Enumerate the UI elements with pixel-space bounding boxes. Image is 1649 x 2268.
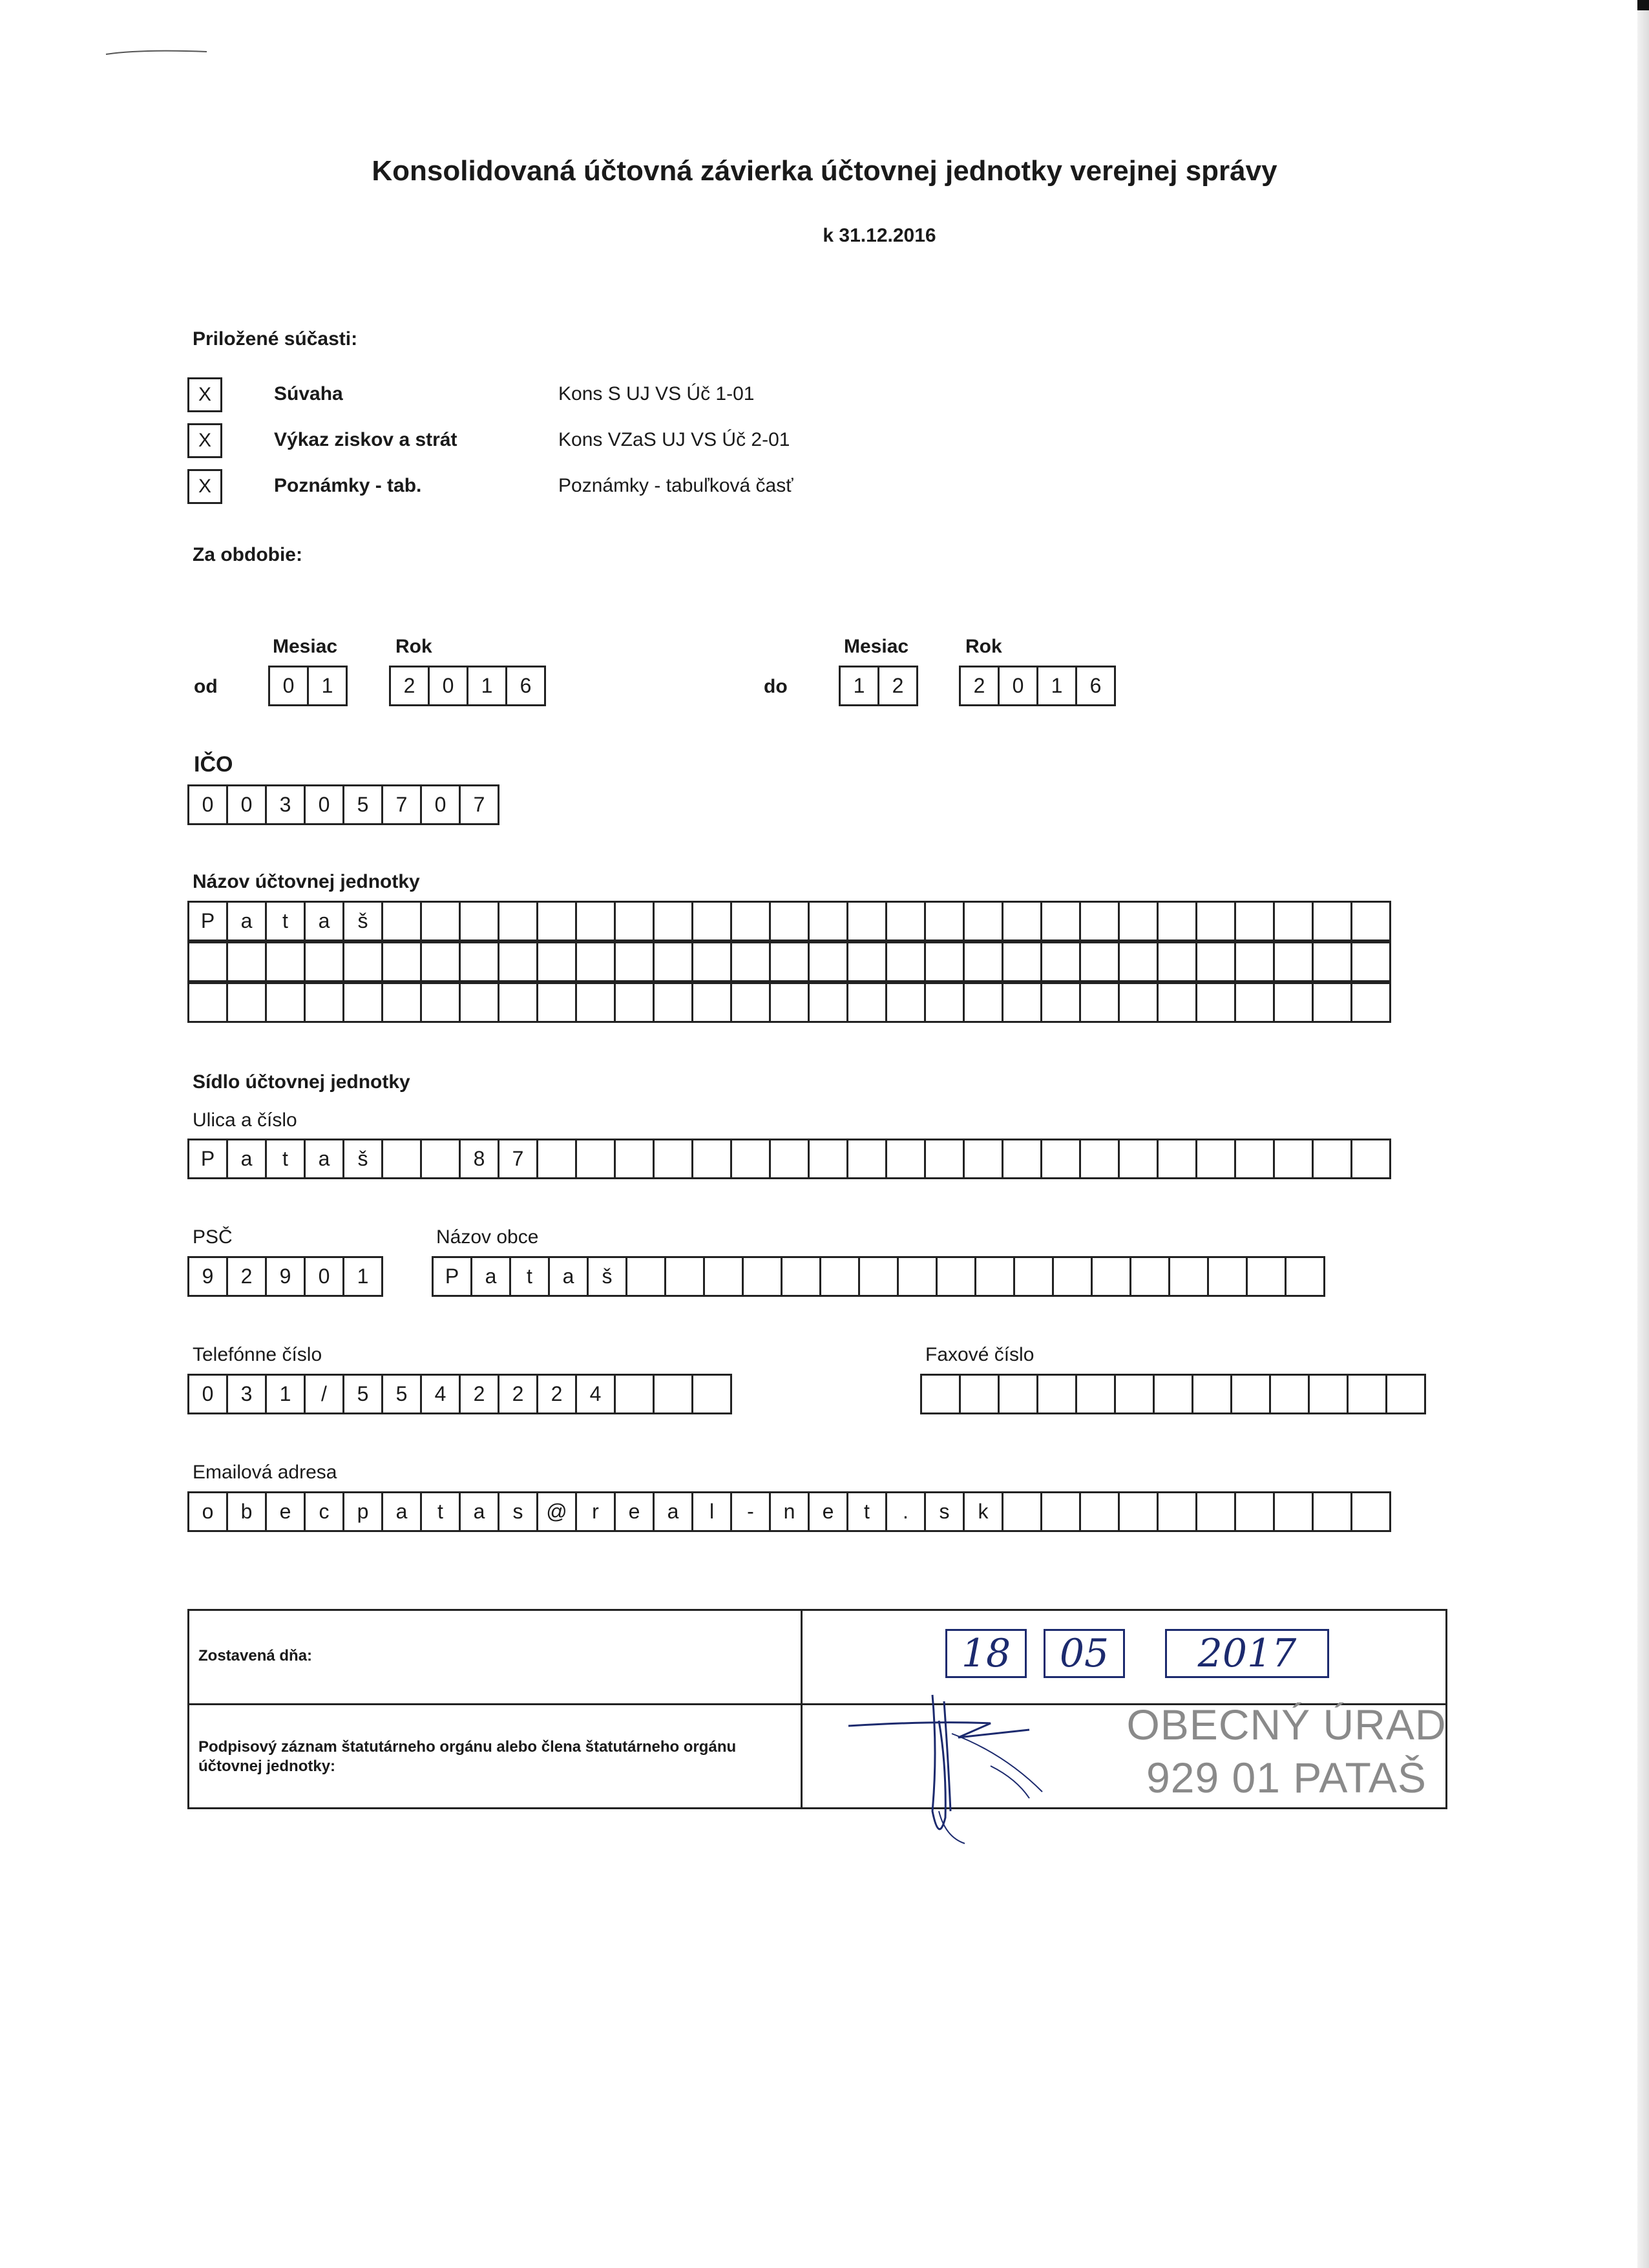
document-title: Konsolidovaná účtovná závierka účtovnej jednotky verejnej správy xyxy=(372,155,1277,187)
char-cell xyxy=(1273,901,1314,941)
char-cell: 8 xyxy=(459,1139,499,1179)
char-cell: 4 xyxy=(420,1374,461,1414)
char-cell: 2 xyxy=(498,1374,538,1414)
char-cell xyxy=(1385,1374,1426,1414)
attachment-checkbox-suvaha[interactable]: X xyxy=(187,377,222,412)
ico-label: IČO xyxy=(194,752,233,777)
street-label: Ulica a číslo xyxy=(193,1109,297,1131)
char-cell xyxy=(924,982,965,1023)
char-cell xyxy=(808,901,848,941)
char-cell xyxy=(575,941,616,982)
char-cell xyxy=(808,941,848,982)
char-cell xyxy=(936,1256,976,1297)
char-cell xyxy=(342,982,383,1023)
char-cell xyxy=(1040,901,1081,941)
document-date: k 31.12.2016 xyxy=(823,225,936,246)
char-cell xyxy=(536,982,577,1023)
attachment-name: Súvaha xyxy=(274,383,343,404)
char-cell: 2 xyxy=(536,1374,577,1414)
char-cell: š xyxy=(587,1256,627,1297)
compiled-date-label: Zostavená dňa: xyxy=(198,1647,313,1664)
char-cell xyxy=(498,941,538,982)
char-cell xyxy=(730,1139,771,1179)
char-cell: l xyxy=(691,1491,732,1532)
char-cell xyxy=(1308,1374,1349,1414)
char-cell xyxy=(963,1139,1003,1179)
char-cell xyxy=(974,1256,1015,1297)
char-cell xyxy=(1192,1374,1232,1414)
char-cell: @ xyxy=(536,1491,577,1532)
char-cell: . xyxy=(885,1491,926,1532)
char-cell xyxy=(1195,1139,1236,1179)
char-cell xyxy=(691,901,732,941)
digit-cell: 1 xyxy=(1036,666,1077,706)
char-cell: - xyxy=(730,1491,771,1532)
char-cell: t xyxy=(509,1256,550,1297)
to-year-label: Rok xyxy=(965,636,1002,657)
char-cell: a xyxy=(381,1491,422,1532)
date-year: 2017 xyxy=(1197,1631,1297,1676)
char-cell xyxy=(730,941,771,982)
char-cell xyxy=(1013,1256,1054,1297)
char-cell xyxy=(1285,1256,1325,1297)
char-cell xyxy=(1052,1256,1093,1297)
char-cell: P xyxy=(187,901,228,941)
char-cell xyxy=(653,941,693,982)
char-cell xyxy=(781,1256,821,1297)
char-cell xyxy=(1273,1491,1314,1532)
char-cell xyxy=(1269,1374,1310,1414)
char-cell xyxy=(614,1374,655,1414)
handwritten-signature xyxy=(835,1650,1107,1863)
char-cell xyxy=(846,901,887,941)
char-cell xyxy=(1118,982,1159,1023)
char-cell: 9 xyxy=(187,1256,228,1297)
char-cell xyxy=(614,1139,655,1179)
town-label: Názov obce xyxy=(436,1226,539,1248)
char-cell xyxy=(1118,1139,1159,1179)
digit-cell: 1 xyxy=(839,666,879,706)
char-cell xyxy=(1157,1491,1197,1532)
char-cell: / xyxy=(304,1374,344,1414)
char-cell xyxy=(1079,982,1120,1023)
digit-cell: 0 xyxy=(428,666,468,706)
char-cell: 3 xyxy=(226,1374,267,1414)
char-cell xyxy=(1195,982,1236,1023)
char-cell xyxy=(381,982,422,1023)
char-cell xyxy=(575,1139,616,1179)
char-cell xyxy=(691,941,732,982)
char-cell: e xyxy=(265,1491,306,1532)
digit-cell: 0 xyxy=(304,784,344,825)
digit-cell: 7 xyxy=(381,784,422,825)
attachment-name: Poznámky - tab. xyxy=(274,475,422,496)
char-cell xyxy=(653,1374,693,1414)
char-cell xyxy=(614,901,655,941)
date-month: 05 xyxy=(1059,1631,1109,1676)
char-cell xyxy=(1312,901,1352,941)
attachment-code: Kons VZaS UJ VS Úč 2-01 xyxy=(558,429,790,450)
char-cell xyxy=(691,1374,732,1414)
char-cell xyxy=(769,901,810,941)
char-cell xyxy=(653,1139,693,1179)
digit-cell: 0 xyxy=(226,784,267,825)
char-cell xyxy=(1079,941,1120,982)
char-cell xyxy=(1312,1139,1352,1179)
char-cell: n xyxy=(769,1491,810,1532)
char-cell xyxy=(1234,1139,1275,1179)
phone-field[interactable] xyxy=(187,1374,732,1414)
entity-name-row-1[interactable] xyxy=(187,901,1391,941)
seat-heading: Sídlo účtovnej jednotky xyxy=(193,1071,410,1093)
char-cell xyxy=(885,941,926,982)
char-cell: 7 xyxy=(498,1139,538,1179)
char-cell xyxy=(1040,941,1081,982)
digit-cell: 2 xyxy=(959,666,1000,706)
char-cell xyxy=(459,901,499,941)
char-cell xyxy=(1118,1491,1159,1532)
attachment-code: Kons S UJ VS Úč 1-01 xyxy=(558,383,755,404)
to-year-field[interactable] xyxy=(959,666,1116,706)
char-cell: a xyxy=(470,1256,511,1297)
street-field[interactable] xyxy=(187,1139,1391,1179)
digit-cell: 6 xyxy=(1075,666,1116,706)
char-cell xyxy=(691,1139,732,1179)
char-cell xyxy=(1040,982,1081,1023)
char-cell xyxy=(858,1256,899,1297)
page-corner-mark xyxy=(1637,0,1649,10)
char-cell xyxy=(1157,901,1197,941)
char-cell xyxy=(1040,1139,1081,1179)
char-cell xyxy=(304,941,344,982)
char-cell: a xyxy=(548,1256,589,1297)
char-cell xyxy=(226,941,267,982)
char-cell: P xyxy=(432,1256,472,1297)
char-cell xyxy=(1079,1491,1120,1532)
char-cell xyxy=(963,982,1003,1023)
char-cell xyxy=(1157,982,1197,1023)
char-cell xyxy=(1195,901,1236,941)
char-cell: 0 xyxy=(304,1256,344,1297)
char-cell xyxy=(653,982,693,1023)
digit-cell: 0 xyxy=(998,666,1038,706)
date-day: 18 xyxy=(961,1631,1011,1676)
char-cell xyxy=(1002,941,1042,982)
char-cell: r xyxy=(575,1491,616,1532)
char-cell xyxy=(769,982,810,1023)
page-edge xyxy=(1637,0,1649,2268)
email-field[interactable] xyxy=(187,1491,1391,1532)
char-cell: k xyxy=(963,1491,1003,1532)
char-cell xyxy=(614,982,655,1023)
char-cell xyxy=(1312,982,1352,1023)
char-cell: 5 xyxy=(381,1374,422,1414)
char-cell xyxy=(1273,982,1314,1023)
ico-field[interactable] xyxy=(187,784,499,825)
char-cell xyxy=(819,1256,860,1297)
char-cell xyxy=(1246,1256,1287,1297)
char-cell: o xyxy=(187,1491,228,1532)
attachment-code: Poznámky - tabuľková časť xyxy=(558,475,793,496)
char-cell: 4 xyxy=(575,1374,616,1414)
char-cell xyxy=(265,982,306,1023)
char-cell xyxy=(536,941,577,982)
char-cell xyxy=(885,982,926,1023)
stamp-line-2: 929 01 PATAŠ xyxy=(1146,1754,1427,1801)
char-cell xyxy=(1195,941,1236,982)
char-cell xyxy=(846,982,887,1023)
char-cell: s xyxy=(498,1491,538,1532)
char-cell xyxy=(1234,1491,1275,1532)
char-cell xyxy=(1350,941,1391,982)
phone-label: Telefónne číslo xyxy=(193,1344,322,1365)
char-cell xyxy=(381,901,422,941)
char-cell: t xyxy=(265,901,306,941)
char-cell: e xyxy=(808,1491,848,1532)
char-cell xyxy=(1091,1256,1131,1297)
char-cell xyxy=(653,901,693,941)
digit-cell: 3 xyxy=(265,784,306,825)
char-cell xyxy=(498,901,538,941)
char-cell xyxy=(420,1139,461,1179)
digit-cell: 5 xyxy=(342,784,383,825)
char-cell: t xyxy=(846,1491,887,1532)
attachment-checkbox-poznamky[interactable]: X xyxy=(187,469,222,504)
char-cell xyxy=(536,1139,577,1179)
char-cell xyxy=(742,1256,782,1297)
char-cell xyxy=(924,941,965,982)
char-cell xyxy=(1234,982,1275,1023)
char-cell: a xyxy=(459,1491,499,1532)
date-year-box[interactable] xyxy=(1165,1629,1329,1678)
char-cell xyxy=(536,901,577,941)
digit-cell: 1 xyxy=(307,666,348,706)
char-cell: a xyxy=(226,1139,267,1179)
digit-cell: 7 xyxy=(459,784,499,825)
char-cell xyxy=(381,1139,422,1179)
char-cell: š xyxy=(342,901,383,941)
char-cell xyxy=(420,901,461,941)
char-cell xyxy=(1230,1374,1271,1414)
pencil-mark xyxy=(103,45,213,58)
char-cell xyxy=(664,1256,705,1297)
char-cell xyxy=(1079,901,1120,941)
char-cell xyxy=(1075,1374,1116,1414)
digit-cell: 2 xyxy=(389,666,430,706)
char-cell xyxy=(730,982,771,1023)
table-divider xyxy=(801,1611,803,1807)
char-cell xyxy=(1002,1139,1042,1179)
char-cell: e xyxy=(614,1491,655,1532)
char-cell xyxy=(420,982,461,1023)
char-cell xyxy=(1273,1139,1314,1179)
entity-name-row-2[interactable] xyxy=(187,941,1391,982)
digit-cell: 0 xyxy=(268,666,309,706)
char-cell xyxy=(808,982,848,1023)
from-label: od xyxy=(194,676,218,697)
char-cell xyxy=(1350,982,1391,1023)
char-cell xyxy=(1347,1374,1387,1414)
char-cell xyxy=(1234,941,1275,982)
char-cell xyxy=(885,901,926,941)
char-cell xyxy=(846,1139,887,1179)
from-month-label: Mesiac xyxy=(273,636,338,657)
char-cell: s xyxy=(924,1491,965,1532)
attachment-name: Výkaz ziskov a strát xyxy=(274,429,457,450)
char-cell xyxy=(1157,941,1197,982)
entity-name-row-3[interactable] xyxy=(187,982,1391,1023)
char-cell xyxy=(885,1139,926,1179)
char-cell xyxy=(1036,1374,1077,1414)
char-cell xyxy=(1114,1374,1155,1414)
digit-cell: 0 xyxy=(187,784,228,825)
char-cell xyxy=(1157,1139,1197,1179)
char-cell: 5 xyxy=(342,1374,383,1414)
char-cell: 0 xyxy=(187,1374,228,1414)
char-cell xyxy=(1002,1491,1042,1532)
char-cell xyxy=(769,941,810,982)
char-cell xyxy=(1002,982,1042,1023)
char-cell xyxy=(1273,941,1314,982)
char-cell xyxy=(1207,1256,1248,1297)
char-cell xyxy=(1153,1374,1193,1414)
char-cell xyxy=(1312,1491,1352,1532)
char-cell xyxy=(1168,1256,1209,1297)
digit-cell: 2 xyxy=(877,666,918,706)
attachments-heading: Priložené súčasti: xyxy=(193,328,358,350)
char-cell: P xyxy=(187,1139,228,1179)
char-cell: p xyxy=(342,1491,383,1532)
char-cell xyxy=(625,1256,666,1297)
char-cell xyxy=(963,901,1003,941)
char-cell xyxy=(342,941,383,982)
char-cell xyxy=(1118,941,1159,982)
email-label: Emailová adresa xyxy=(193,1462,337,1483)
char-cell xyxy=(703,1256,744,1297)
to-month-field[interactable] xyxy=(839,666,918,706)
signature-label: Podpisový záznam štatutárneho orgánu alebo člena štatutárneho orgánu účtovnej jednotky: xyxy=(198,1738,737,1775)
char-cell xyxy=(924,1139,965,1179)
char-cell xyxy=(459,982,499,1023)
char-cell xyxy=(381,941,422,982)
char-cell xyxy=(998,1374,1038,1414)
psc-field[interactable] xyxy=(187,1256,383,1297)
char-cell xyxy=(265,941,306,982)
char-cell: 9 xyxy=(265,1256,306,1297)
char-cell: t xyxy=(420,1491,461,1532)
char-cell: a xyxy=(304,901,344,941)
char-cell: a xyxy=(653,1491,693,1532)
char-cell xyxy=(187,941,228,982)
char-cell: c xyxy=(304,1491,344,1532)
signature-table xyxy=(187,1609,1447,1809)
period-heading: Za obdobie: xyxy=(193,544,302,565)
char-cell xyxy=(1195,1491,1236,1532)
to-label: do xyxy=(764,676,788,697)
char-cell: 2 xyxy=(459,1374,499,1414)
char-cell xyxy=(1350,1139,1391,1179)
char-cell xyxy=(575,982,616,1023)
char-cell: 2 xyxy=(226,1256,267,1297)
char-cell xyxy=(614,941,655,982)
char-cell xyxy=(498,982,538,1023)
char-cell: t xyxy=(265,1139,306,1179)
char-cell xyxy=(897,1256,938,1297)
char-cell xyxy=(1312,941,1352,982)
char-cell xyxy=(1234,901,1275,941)
char-cell xyxy=(575,901,616,941)
char-cell xyxy=(1118,901,1159,941)
char-cell xyxy=(1040,1491,1081,1532)
char-cell: b xyxy=(226,1491,267,1532)
char-cell xyxy=(846,941,887,982)
char-cell xyxy=(924,901,965,941)
char-cell: 1 xyxy=(342,1256,383,1297)
char-cell: 1 xyxy=(265,1374,306,1414)
char-cell xyxy=(1350,901,1391,941)
char-cell xyxy=(459,941,499,982)
char-cell: a xyxy=(226,901,267,941)
char-cell xyxy=(1350,1491,1391,1532)
from-year-label: Rok xyxy=(395,636,432,657)
char-cell xyxy=(808,1139,848,1179)
town-field[interactable] xyxy=(432,1256,1325,1297)
char-cell xyxy=(420,941,461,982)
char-cell: a xyxy=(304,1139,344,1179)
digit-cell: 6 xyxy=(505,666,546,706)
char-cell xyxy=(769,1139,810,1179)
from-month-field[interactable] xyxy=(268,666,348,706)
char-cell xyxy=(1002,901,1042,941)
digit-cell: 1 xyxy=(467,666,507,706)
psc-label: PSČ xyxy=(193,1226,233,1248)
char-cell xyxy=(963,941,1003,982)
attachment-checkbox-vykaz[interactable]: X xyxy=(187,423,222,458)
char-cell xyxy=(187,982,228,1023)
char-cell xyxy=(959,1374,1000,1414)
char-cell xyxy=(1079,1139,1120,1179)
char-cell xyxy=(226,982,267,1023)
char-cell: š xyxy=(342,1139,383,1179)
char-cell xyxy=(304,982,344,1023)
from-year-field[interactable] xyxy=(389,666,546,706)
to-month-label: Mesiac xyxy=(844,636,909,657)
char-cell xyxy=(691,982,732,1023)
fax-label: Faxové číslo xyxy=(925,1344,1035,1365)
digit-cell: 0 xyxy=(420,784,461,825)
entity-name-label: Názov účtovnej jednotky xyxy=(193,871,420,892)
char-cell xyxy=(920,1374,961,1414)
fax-field[interactable] xyxy=(920,1374,1426,1414)
stamp-line-1: OBECNÝ ÚRAD xyxy=(1126,1701,1447,1748)
char-cell xyxy=(730,901,771,941)
char-cell xyxy=(1129,1256,1170,1297)
